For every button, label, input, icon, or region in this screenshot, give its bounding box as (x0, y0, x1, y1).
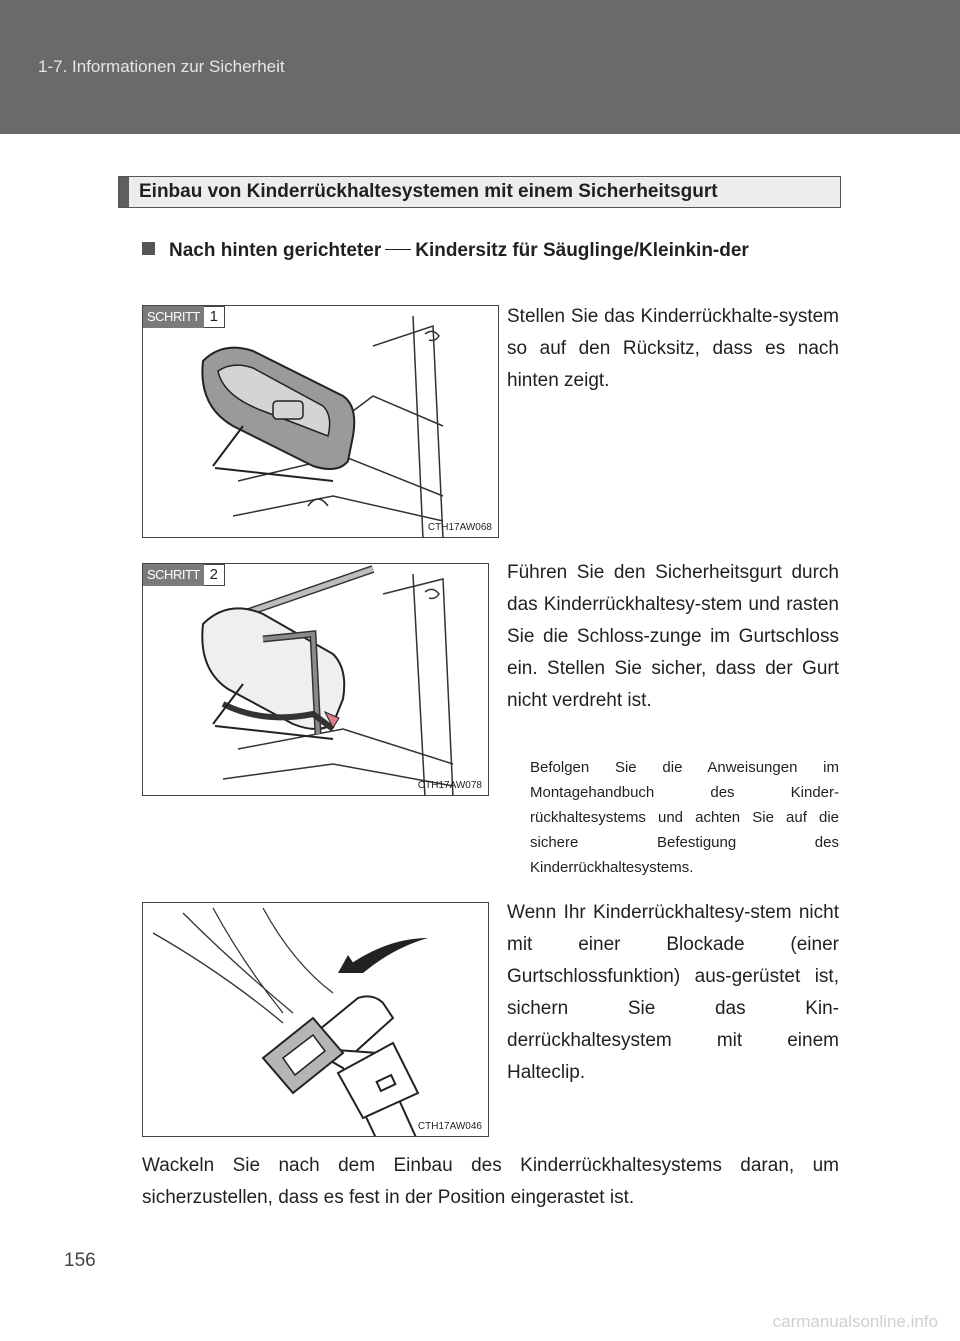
step-badge-1 (143, 306, 225, 328)
step-number: 2 (204, 564, 225, 586)
page-number: 156 (64, 1250, 96, 1271)
section-title-bar (118, 176, 841, 208)
clip-text: Wenn Ihr Kinderrückhaltesy-stem nicht mit einer Blockade (einer Gurtschlossfunktion) aus-gerüstet ist, sichern Sie das Kin-derrückhaltesystem mit einem Halteclip. (507, 902, 839, 1083)
locking-clip-illustration-icon (143, 903, 489, 1137)
step-label: SCHRITT (143, 306, 204, 328)
subheading-part1: Nach hinten gerichteter (169, 240, 382, 261)
square-bullet-icon (142, 242, 155, 255)
step-2-note: Befolgen Sie die Anweisungen im Montagehandbuch des Kinder-rückhaltesystems und achten Sie auf die sichere Befestigung des Kinderrückhaltesystems. (530, 759, 839, 876)
page-header (0, 0, 960, 134)
figure-locking-clip (142, 902, 489, 1137)
figure-code: CTH17AW068 (427, 522, 492, 533)
step-label: SCHRITT (143, 564, 204, 586)
figure-step-1 (142, 305, 499, 538)
watermark: carmanualsonline.info (772, 1312, 938, 1331)
subheading (142, 236, 839, 266)
header-section-title: 1-7. Informationen zur Sicherheit (38, 57, 285, 76)
em-dash (385, 249, 411, 250)
section-bar-accent (119, 177, 129, 207)
section-title: Einbau von Kinderrückhaltesystemen mit einem Sicherheitsgurt (139, 181, 718, 202)
figure-code: CTH17AW078 (417, 780, 482, 791)
seatbelt-routing-illustration-icon (143, 564, 489, 796)
figure-step-2 (142, 563, 489, 796)
step-2-text: Führen Sie den Sicherheitsgurt durch das Kinderrückhaltesy-stem und rasten Sie die Schloss-zunge im Gurtschloss ein. Stellen Sie sicher, dass der Gurt nicht verdreht ist. (507, 562, 839, 711)
figure-code: CTH17AW046 (417, 1121, 482, 1132)
closing-paragraph: Wackeln Sie nach dem Einbau des Kinderrückhaltesystems daran, um sicherzustellen, dass es fest in der Position eingerastet ist. (142, 1155, 839, 1208)
step-1-text: Stellen Sie das Kinderrückhalte-system so auf den Rücksitz, dass es nach hinten zeigt. (507, 306, 839, 391)
step-number: 1 (204, 306, 225, 328)
subheading-part2: Kindersitz für Säuglinge/Kleinkin-der (415, 240, 749, 261)
car-seat-illustration-icon (143, 306, 499, 538)
step-badge-2 (143, 564, 225, 586)
